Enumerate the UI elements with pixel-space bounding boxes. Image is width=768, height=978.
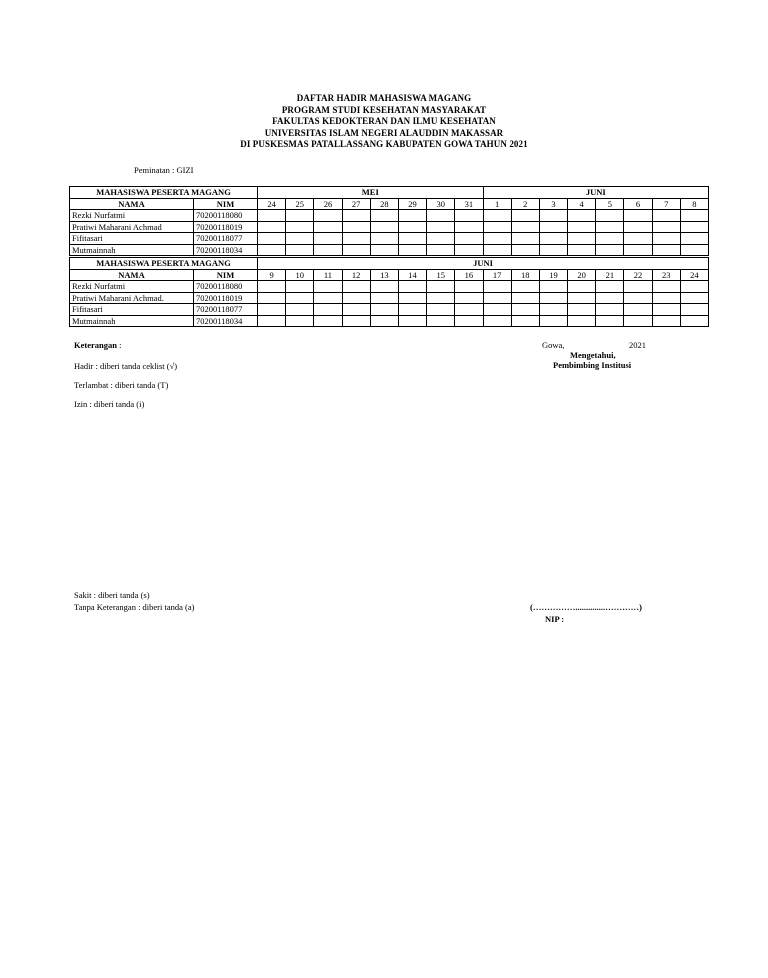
- attendance-cell[interactable]: [398, 292, 426, 304]
- attendance-cell[interactable]: [568, 281, 596, 293]
- attendance-cell[interactable]: [258, 233, 286, 245]
- attendance-cell[interactable]: [455, 281, 483, 293]
- attendance-cell[interactable]: [455, 221, 483, 233]
- attendance-cell[interactable]: [680, 221, 708, 233]
- attendance-cell[interactable]: [258, 210, 286, 222]
- attendance-cell[interactable]: [680, 292, 708, 304]
- day-header: 26: [314, 198, 342, 210]
- attendance-cell[interactable]: [511, 281, 539, 293]
- attendance-cell[interactable]: [286, 281, 314, 293]
- legend-sakit: Sakit : diberi tanda (s): [74, 590, 150, 600]
- day-header: 15: [427, 269, 455, 281]
- table-row: [70, 315, 709, 327]
- student-name: Pratiwi Maharani Achmad: [70, 221, 194, 233]
- attendance-cell[interactable]: [342, 304, 370, 316]
- attendance-cell[interactable]: [286, 315, 314, 327]
- student-nim: 70200118019: [194, 221, 258, 233]
- day-header: 8: [680, 198, 708, 210]
- attendance-cell[interactable]: [596, 315, 624, 327]
- attendance-cell[interactable]: [342, 210, 370, 222]
- attendance-cell[interactable]: [258, 292, 286, 304]
- attendance-cell[interactable]: [398, 304, 426, 316]
- table-day-row: [70, 269, 709, 281]
- attendance-cell[interactable]: [596, 292, 624, 304]
- signature-year: 2021: [629, 340, 646, 350]
- attendance-cell[interactable]: [680, 315, 708, 327]
- attendance-cell[interactable]: [483, 315, 511, 327]
- attendance-cell[interactable]: [539, 244, 567, 256]
- attendance-cell[interactable]: [652, 233, 680, 245]
- attendance-cell[interactable]: [483, 210, 511, 222]
- table-month-row: [70, 258, 709, 270]
- attendance-cell[interactable]: [370, 244, 398, 256]
- attendance-cell[interactable]: [568, 244, 596, 256]
- attendance-cell[interactable]: [427, 281, 455, 293]
- student-name: Fifitasari: [70, 233, 194, 245]
- attendance-cell[interactable]: [455, 304, 483, 316]
- day-header: 17: [483, 269, 511, 281]
- day-header: 24: [258, 198, 286, 210]
- attendance-cell[interactable]: [596, 281, 624, 293]
- attendance-cell[interactable]: [652, 281, 680, 293]
- attendance-cell[interactable]: [568, 233, 596, 245]
- column-header-nim: NIM: [194, 269, 258, 281]
- attendance-cell[interactable]: [427, 304, 455, 316]
- attendance-cell[interactable]: [483, 304, 511, 316]
- header-line-2: PROGRAM STUDI KESEHATAN MASYARAKAT: [281, 104, 487, 115]
- attendance-cell[interactable]: [596, 221, 624, 233]
- attendance-cell[interactable]: [511, 292, 539, 304]
- attendance-cell[interactable]: [596, 233, 624, 245]
- table-row: [70, 233, 709, 245]
- day-header: 11: [314, 269, 342, 281]
- month-header-juni: JUNI: [258, 258, 709, 270]
- attendance-cell[interactable]: [596, 244, 624, 256]
- student-name: Rezki Nurfatmi: [70, 210, 194, 222]
- attendance-cell[interactable]: [680, 233, 708, 245]
- signature-mengetahui: Mengetahui,: [570, 350, 616, 360]
- attendance-cell[interactable]: [286, 304, 314, 316]
- attendance-cell[interactable]: [455, 244, 483, 256]
- attendance-cell[interactable]: [624, 233, 652, 245]
- signature-blank-line: (……………..............…………): [530, 602, 642, 612]
- day-header: 30: [427, 198, 455, 210]
- attendance-cell[interactable]: [652, 244, 680, 256]
- group-header: MAHASISWA PESERTA MAGANG: [70, 258, 258, 270]
- attendance-cell[interactable]: [427, 221, 455, 233]
- day-header: 12: [342, 269, 370, 281]
- month-header-juni: JUNI: [483, 187, 709, 199]
- student-name: Mutmainnah: [70, 244, 194, 256]
- student-nim: 70200118080: [194, 281, 258, 293]
- attendance-cell[interactable]: [680, 281, 708, 293]
- attendance-cell[interactable]: [314, 292, 342, 304]
- attendance-cell[interactable]: [398, 244, 426, 256]
- attendance-cell[interactable]: [370, 233, 398, 245]
- day-header: 5: [596, 198, 624, 210]
- column-header-nim: NIM: [194, 198, 258, 210]
- attendance-cell[interactable]: [427, 233, 455, 245]
- attendance-cell[interactable]: [370, 281, 398, 293]
- attendance-cell[interactable]: [568, 292, 596, 304]
- day-header: 14: [398, 269, 426, 281]
- attendance-cell[interactable]: [539, 304, 567, 316]
- attendance-cell[interactable]: [680, 304, 708, 316]
- day-header: 19: [539, 269, 567, 281]
- attendance-cell[interactable]: [511, 304, 539, 316]
- attendance-cell[interactable]: [652, 292, 680, 304]
- day-header: 24: [680, 269, 708, 281]
- column-header-nama: NAMA: [70, 198, 194, 210]
- student-name: Rezki Nurfatmi: [70, 281, 194, 293]
- attendance-cell[interactable]: [624, 304, 652, 316]
- attendance-cell[interactable]: [258, 281, 286, 293]
- attendance-cell[interactable]: [624, 221, 652, 233]
- attendance-cell[interactable]: [652, 221, 680, 233]
- attendance-cell[interactable]: [286, 210, 314, 222]
- attendance-cell[interactable]: [624, 292, 652, 304]
- attendance-cell[interactable]: [624, 315, 652, 327]
- day-header: 4: [568, 198, 596, 210]
- signature-pembimbing: Pembimbing Institusi: [553, 360, 632, 370]
- signature-place: Gowa,: [542, 340, 565, 350]
- header-line-4: UNIVERSITAS ISLAM NEGERI ALAUDDIN MAKASSAR: [264, 127, 504, 138]
- day-header: 1: [483, 198, 511, 210]
- peminatan-label: Peminatan : GIZI: [134, 165, 194, 175]
- day-header: 16: [455, 269, 483, 281]
- attendance-cell[interactable]: [398, 281, 426, 293]
- student-nim: 70200118077: [194, 233, 258, 245]
- attendance-cell[interactable]: [286, 221, 314, 233]
- attendance-cell[interactable]: [511, 233, 539, 245]
- header-line-3: FAKULTAS KEDOKTERAN DAN ILMU KESEHATAN: [272, 116, 496, 126]
- attendance-cell[interactable]: [314, 244, 342, 256]
- table-month-row: [70, 187, 709, 199]
- attendance-cell[interactable]: [652, 304, 680, 316]
- attendance-cell[interactable]: [342, 292, 370, 304]
- attendance-cell[interactable]: [568, 210, 596, 222]
- attendance-cell[interactable]: [483, 244, 511, 256]
- day-header: 28: [370, 198, 398, 210]
- attendance-cell[interactable]: [568, 304, 596, 316]
- legend-hadir: Hadir : diberi tanda ceklist (√): [74, 361, 178, 371]
- student-name: Pratiwi Maharani Achmad.: [70, 292, 194, 304]
- header-line-1: DAFTAR HADIR MAHASISWA MAGANG: [296, 93, 472, 103]
- attendance-cell[interactable]: [596, 210, 624, 222]
- attendance-cell[interactable]: [568, 315, 596, 327]
- attendance-cell[interactable]: [398, 315, 426, 327]
- attendance-cell[interactable]: [370, 292, 398, 304]
- attendance-cell[interactable]: [455, 292, 483, 304]
- keterangan-title: Keterangan: [74, 340, 117, 350]
- attendance-cell[interactable]: [568, 221, 596, 233]
- attendance-cell[interactable]: [342, 233, 370, 245]
- attendance-cell[interactable]: [286, 233, 314, 245]
- attendance-cell[interactable]: [314, 281, 342, 293]
- attendance-cell[interactable]: [314, 315, 342, 327]
- attendance-cell[interactable]: [624, 210, 652, 222]
- day-header: 7: [652, 198, 680, 210]
- attendance-cell[interactable]: [483, 233, 511, 245]
- attendance-cell[interactable]: [455, 233, 483, 245]
- attendance-cell[interactable]: [427, 210, 455, 222]
- legend-tanpa-keterangan: Tanpa Keterangan : diberi tanda (a): [74, 602, 195, 612]
- student-name: Mutmainnah: [70, 315, 194, 327]
- day-header: 9: [258, 269, 286, 281]
- day-header: 18: [511, 269, 539, 281]
- attendance-cell[interactable]: [370, 221, 398, 233]
- attendance-cell[interactable]: [370, 210, 398, 222]
- group-header: MAHASISWA PESERTA MAGANG: [70, 187, 258, 199]
- attendance-cell[interactable]: [427, 315, 455, 327]
- attendance-cell[interactable]: [398, 221, 426, 233]
- attendance-cell[interactable]: [483, 281, 511, 293]
- day-header: 25: [286, 198, 314, 210]
- column-header-nama: NAMA: [70, 269, 194, 281]
- attendance-cell[interactable]: [483, 221, 511, 233]
- table-row: [70, 304, 709, 316]
- attendance-cell[interactable]: [539, 221, 567, 233]
- month-header-mei: MEI: [258, 187, 484, 199]
- attendance-cell[interactable]: [342, 315, 370, 327]
- attendance-cell[interactable]: [455, 210, 483, 222]
- student-nim: 70200118034: [194, 244, 258, 256]
- day-header: 23: [652, 269, 680, 281]
- attendance-cell[interactable]: [286, 244, 314, 256]
- day-header: 10: [286, 269, 314, 281]
- attendance-cell[interactable]: [539, 233, 567, 245]
- attendance-cell[interactable]: [511, 244, 539, 256]
- table-row: [70, 210, 709, 222]
- header-line-5: DI PUSKESMAS PATALLASSANG KABUPATEN GOWA TAHUN 2021: [240, 139, 528, 149]
- attendance-cell[interactable]: [427, 292, 455, 304]
- attendance-cell[interactable]: [680, 244, 708, 256]
- attendance-cell[interactable]: [511, 221, 539, 233]
- attendance-cell[interactable]: [342, 221, 370, 233]
- attendance-cell[interactable]: [624, 281, 652, 293]
- attendance-cell[interactable]: [314, 304, 342, 316]
- day-header: 27: [342, 198, 370, 210]
- table-row: [70, 244, 709, 256]
- attendance-cell[interactable]: [370, 304, 398, 316]
- day-header: 2: [511, 198, 539, 210]
- day-header: 29: [398, 198, 426, 210]
- day-header: 6: [624, 198, 652, 210]
- attendance-cell[interactable]: [483, 292, 511, 304]
- student-nim: 70200118080: [194, 210, 258, 222]
- attendance-cell[interactable]: [455, 315, 483, 327]
- attendance-cell[interactable]: [596, 304, 624, 316]
- student-nim: 70200118019: [194, 292, 258, 304]
- attendance-cell[interactable]: [539, 281, 567, 293]
- signature-nip: NIP :: [545, 614, 565, 624]
- legend-izin: Izin : diberi tanda (i): [74, 399, 145, 409]
- attendance-cell[interactable]: [258, 315, 286, 327]
- day-header: 13: [370, 269, 398, 281]
- day-header: 20: [568, 269, 596, 281]
- attendance-cell[interactable]: [427, 244, 455, 256]
- table-day-row: [70, 198, 709, 210]
- table-row: [70, 221, 709, 233]
- attendance-cell[interactable]: [314, 221, 342, 233]
- attendance-cell[interactable]: [652, 315, 680, 327]
- attendance-cell[interactable]: [286, 292, 314, 304]
- keterangan-heading: [74, 340, 121, 350]
- table-row: [70, 292, 709, 304]
- attendance-cell[interactable]: [398, 233, 426, 245]
- attendance-cell[interactable]: [258, 244, 286, 256]
- attendance-cell[interactable]: [511, 315, 539, 327]
- attendance-cell[interactable]: [314, 233, 342, 245]
- student-nim: 70200118034: [194, 315, 258, 327]
- day-header: 3: [539, 198, 567, 210]
- legend-terlambat: Terlambat : diberi tanda (T): [74, 380, 169, 390]
- day-header: 31: [455, 198, 483, 210]
- attendance-cell[interactable]: [539, 315, 567, 327]
- attendance-cell[interactable]: [370, 315, 398, 327]
- day-header: 22: [624, 269, 652, 281]
- attendance-cell[interactable]: [539, 210, 567, 222]
- attendance-cell[interactable]: [258, 221, 286, 233]
- student-name: Fifitasari: [70, 304, 194, 316]
- student-nim: 70200118077: [194, 304, 258, 316]
- attendance-cell[interactable]: [314, 210, 342, 222]
- attendance-cell[interactable]: [258, 304, 286, 316]
- attendance-cell[interactable]: [539, 292, 567, 304]
- attendance-cell[interactable]: [652, 210, 680, 222]
- attendance-cell[interactable]: [342, 281, 370, 293]
- table-row: [70, 281, 709, 293]
- document-header: [0, 93, 768, 151]
- attendance-cell[interactable]: [511, 210, 539, 222]
- keterangan-colon: :: [116, 340, 122, 350]
- attendance-cell[interactable]: [342, 244, 370, 256]
- attendance-cell[interactable]: [398, 210, 426, 222]
- attendance-cell[interactable]: [624, 244, 652, 256]
- attendance-cell[interactable]: [680, 210, 708, 222]
- attendance-table-mei-juni: [69, 186, 709, 256]
- attendance-table-juni: [69, 257, 709, 327]
- day-header: 21: [596, 269, 624, 281]
